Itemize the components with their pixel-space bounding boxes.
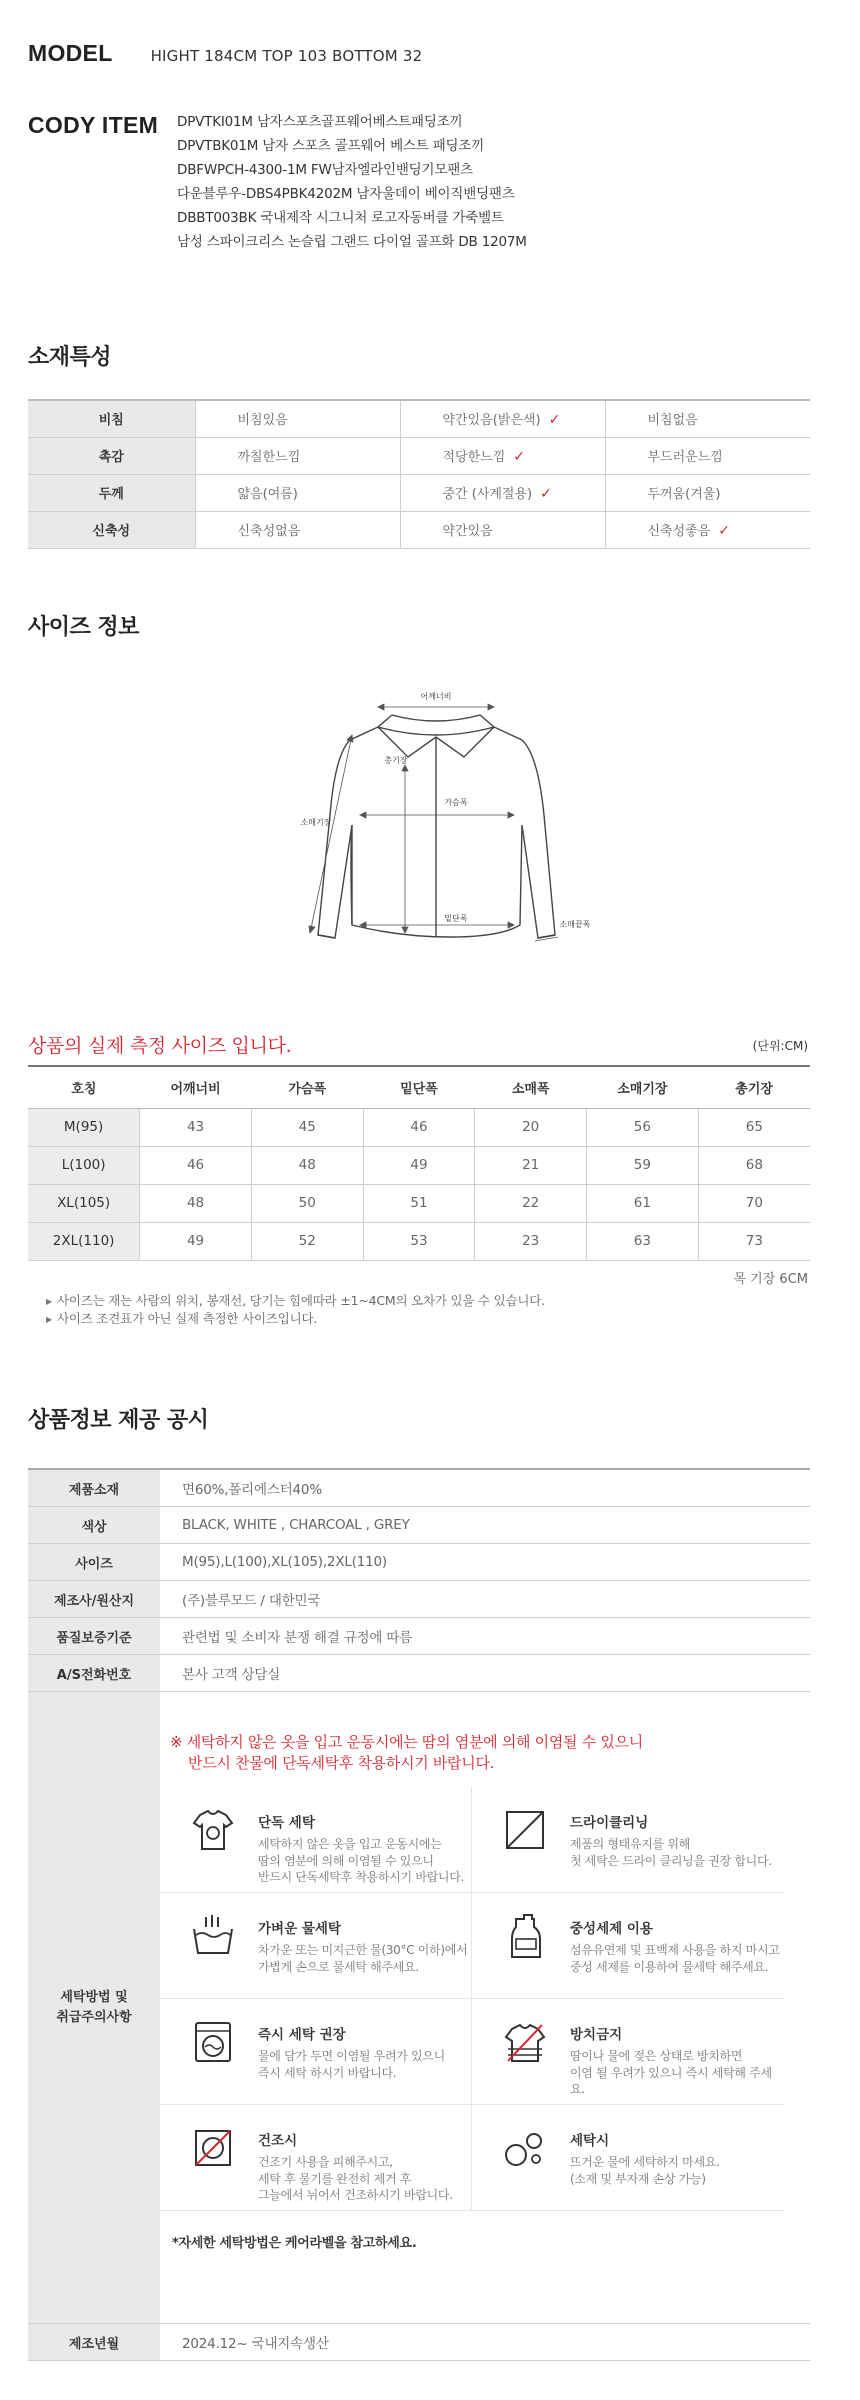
size-row-label: XL(105)	[28, 1184, 140, 1222]
size-notes	[46, 1293, 545, 1329]
size-cell: 51	[363, 1184, 475, 1222]
size-note: ▶ 사이즈 조견표가 아닌 실제 측정한 사이즈입니다.	[46, 1311, 545, 1329]
label-shoulder: 어깨너비	[420, 692, 452, 701]
material-row-label: 비침	[28, 400, 195, 437]
cody-item-list	[177, 110, 527, 254]
size-cell: 68	[698, 1146, 810, 1184]
material-option-label: 신축성없음	[237, 524, 301, 539]
neutral-detergent-icon	[502, 1913, 548, 1959]
size-info-title: 사이즈 정보	[28, 615, 139, 640]
cody-item: DBFWPCH-4300-1M FW남자엘라인밴딩기모팬츠	[177, 162, 473, 178]
unit-label: (단위:CM)	[752, 1039, 808, 1053]
bubbles-icon	[502, 2125, 548, 2171]
size-cell: 56	[587, 1108, 699, 1146]
size-cell: 46	[363, 1108, 475, 1146]
wash-item-desc: 뜨거운 물에 세탁하지 마세요. (소재 및 부자재 손상 가능)	[570, 2155, 720, 2186]
size-column-header: 어깨너비	[140, 1066, 252, 1108]
material-option-label: 약간있음	[442, 524, 493, 539]
material-table	[28, 399, 810, 549]
size-cell: 48	[140, 1184, 252, 1222]
wash-item-desc: 땀이나 물에 젖은 상태로 방치하면 이염 될 우려가 있으니 즉시 세탁해 주세요.	[570, 2049, 772, 2096]
info-label: 제조년월	[28, 2324, 160, 2360]
info-row	[28, 1470, 810, 1507]
size-row	[28, 1222, 810, 1260]
wash-item-title: 즉시 세탁 권장	[258, 2027, 346, 2043]
material-option	[400, 437, 605, 474]
size-row-label: M(95)	[28, 1108, 140, 1146]
label-hem: 밑단폭	[444, 914, 468, 923]
size-cell: 65	[698, 1108, 810, 1146]
size-column-header: 소매기장	[587, 1066, 699, 1108]
wash-body	[160, 1692, 810, 2323]
material-option	[400, 400, 605, 437]
info-row	[28, 1581, 810, 1618]
size-cell: 48	[251, 1146, 363, 1184]
info-value: 면60%,폴리에스터40%	[182, 1482, 322, 1498]
info-value: 본사 고객 상담실	[182, 1667, 281, 1683]
washing-machine-icon	[190, 2019, 236, 2065]
size-note: ▶ 사이즈는 재는 사람의 위치, 봉재선, 당기는 힘에따라 ±1~4CM의 오차가 있을 수 있습니다.	[46, 1293, 545, 1311]
wash-item-desc: 차가운 또는 미지근한 물(30°C 이하)에서 가볍게 손으로 물세탁 해주세요.	[258, 1943, 468, 1974]
size-cell: 70	[698, 1184, 810, 1222]
wash-item-desc: 제품의 형태유지를 위해 첫 세탁은 드라이 클리닝을 권장 합니다.	[570, 1837, 772, 1868]
material-option-label: 약간있음(밝은색)	[442, 413, 541, 429]
wash-warning	[170, 1732, 643, 1774]
info-value: (주)블루모드 / 대한민국	[182, 1593, 321, 1609]
cody-item: DBBT003BK 국내제작 시그니처 로고자동버클 가죽벨트	[177, 210, 504, 226]
info-value: 관련법 및 소비자 분쟁 해결 규정에 따름	[182, 1630, 413, 1646]
wash-item-title: 세탁시	[570, 2133, 610, 2149]
info-label: 품질보증기준	[28, 1618, 160, 1654]
wash-item	[160, 1787, 472, 1893]
size-row-label: 2XL(110)	[28, 1222, 140, 1260]
size-column-header: 소매폭	[475, 1066, 587, 1108]
size-row-label: L(100)	[28, 1146, 140, 1184]
wash-item-desc: 물에 담가 두면 이염될 우려가 있으니 즉시 세탁 하시기 바랍니다.	[258, 2049, 445, 2080]
size-row	[28, 1184, 810, 1222]
material-row-label: 신축성	[28, 511, 195, 548]
material-option-label: 비침없음	[647, 413, 698, 429]
wash-item-title: 가벼운 물세탁	[258, 1921, 341, 1937]
info-row	[28, 1655, 810, 1692]
product-info-table	[28, 1468, 810, 2361]
wash-item	[160, 1999, 472, 2105]
wash-row	[28, 1692, 810, 2324]
material-option	[195, 474, 400, 511]
check-icon: ✓	[718, 523, 731, 539]
size-cell: 63	[587, 1222, 699, 1260]
info-row	[28, 1544, 810, 1581]
size-cell: 52	[251, 1222, 363, 1260]
size-cell: 46	[140, 1146, 252, 1184]
info-label: 사이즈	[28, 1544, 160, 1580]
wash-item-desc: 세탁하지 않은 옷을 입고 운동시에는 땀의 염분에 의해 이염될 수 있으니 반드시 단독세탁후 착용하시기 바랍니다.	[258, 1837, 465, 1884]
neck-length-note: 목 기장 6CM	[733, 1272, 808, 1287]
wash-item	[472, 1893, 784, 1999]
check-icon: ✓	[540, 486, 552, 502]
model-row	[28, 40, 422, 67]
size-cell: 59	[587, 1146, 699, 1184]
size-row	[28, 1146, 810, 1184]
no-leave-icon	[502, 2019, 548, 2065]
size-cell: 49	[363, 1146, 475, 1184]
dry-cleaning-icon	[502, 1807, 548, 1853]
material-option-label: 중간 (사계절용)	[442, 487, 533, 502]
size-column-header: 총기장	[698, 1066, 810, 1108]
info-label: 색상	[28, 1507, 160, 1543]
size-cell: 20	[475, 1108, 587, 1146]
label-chest: 가슴폭	[444, 798, 468, 807]
material-option	[605, 511, 810, 548]
size-cell: 45	[251, 1108, 363, 1146]
size-column-header: 밑단폭	[363, 1066, 475, 1108]
material-option	[605, 400, 810, 437]
info-value: BLACK, WHITE , CHARCOAL , GREY	[182, 1517, 410, 1533]
label-total-length: 총기장	[384, 756, 408, 765]
size-table-heading: 상품의 실제 측정 사이즈 입니다.	[28, 1035, 292, 1057]
product-info-title: 상품정보 제공 공시	[28, 1408, 209, 1433]
wash-item	[160, 2105, 472, 2211]
wash-item	[472, 1787, 784, 1893]
wash-item	[472, 2105, 784, 2211]
size-cell: 43	[140, 1108, 252, 1146]
wash-warning-line: 반드시 찬물에 단독세탁후 착용하시기 바랍니다.	[188, 1754, 495, 1772]
material-option-label: 얇음(여름)	[237, 487, 298, 502]
size-cell: 73	[698, 1222, 810, 1260]
info-row	[28, 1618, 810, 1655]
material-option-label: 까칠한느낌	[237, 450, 301, 465]
label-cuff: 소매끝폭	[559, 920, 590, 929]
wash-item-title: 단독 세탁	[258, 1815, 315, 1831]
info-value: 2024.12~ 국내지속생산	[182, 2336, 329, 2352]
material-option-label: 부드러운느낌	[647, 450, 723, 465]
info-value: M(95),L(100),XL(105),2XL(110)	[182, 1554, 387, 1570]
size-cell: 22	[475, 1184, 587, 1222]
size-cell: 50	[251, 1184, 363, 1222]
no-tumble-dry-icon	[190, 2125, 236, 2171]
material-option	[195, 437, 400, 474]
wash-label: 세탁방법 및 취급주의사항	[28, 1692, 160, 2323]
wash-item-title: 드라이클리닝	[570, 1815, 649, 1831]
model-label: MODEL	[28, 40, 113, 66]
size-table	[28, 1065, 810, 1261]
wash-item	[472, 1999, 784, 2105]
cody-item: DPVTKI01M 남자스포츠골프웨어베스트패딩조끼	[177, 114, 463, 130]
model-value: HIGHT 184CM TOP 103 BOTTOM 32	[150, 47, 423, 65]
size-column-header: 가슴폭	[251, 1066, 363, 1108]
material-option-label: 신축성좋음	[647, 524, 711, 539]
info-row	[28, 1507, 810, 1544]
info-label: 제조사/원산지	[28, 1581, 160, 1617]
material-row	[28, 400, 810, 437]
material-option	[195, 400, 400, 437]
info-label: 제품소재	[28, 1470, 160, 1506]
size-cell: 23	[475, 1222, 587, 1260]
size-column-header: 호칭	[28, 1066, 140, 1108]
wash-footnote: *자세한 세탁방법은 케어라벨을 참고하세요.	[172, 2236, 417, 2251]
material-option-label: 두꺼움(겨울)	[647, 487, 721, 502]
info-label: A/S전화번호	[28, 1655, 160, 1691]
wash-item-title: 중성세제 이용	[570, 1921, 653, 1937]
material-title: 소재특성	[28, 345, 112, 370]
hand-wash-icon	[190, 1913, 236, 1959]
wash-item	[160, 1893, 472, 1999]
size-cell: 21	[475, 1146, 587, 1184]
material-option	[605, 437, 810, 474]
check-icon: ✓	[513, 449, 526, 465]
wash-item-title: 건조시	[258, 2133, 298, 2149]
single-wash-icon	[190, 1807, 236, 1853]
material-row-label: 두께	[28, 474, 195, 511]
material-option-label: 적당한느낌	[442, 450, 506, 465]
check-icon: ✓	[548, 412, 561, 429]
wash-item-title: 방치금지	[570, 2027, 623, 2043]
garment-diagram	[290, 675, 590, 955]
cody-item: DPVTBK01M 남자 스포츠 골프웨어 베스트 패딩조끼	[177, 138, 485, 154]
material-option	[195, 511, 400, 548]
wash-item-desc: 섬유유연제 및 표백제 사용을 하지 마시고 중성 세제를 이용하여 물세탁 해주세요.	[570, 1943, 780, 1974]
cody-item: 남성 스파이크리스 논슬립 그랜드 다이얼 골프화 DB 1207M	[177, 234, 527, 250]
cody-item: 다운블루우-DBS4PBK4202M 남자울데이 베이직밴딩팬츠	[177, 186, 515, 202]
size-cell: 49	[140, 1222, 252, 1260]
label-sleeve-length: 소매기장	[300, 818, 332, 827]
material-option	[400, 511, 605, 548]
material-row-label: 촉감	[28, 437, 195, 474]
material-option	[605, 474, 810, 511]
size-cell: 53	[363, 1222, 475, 1260]
cody-item-label: CODY ITEM	[28, 112, 159, 138]
wash-item-desc: 건조기 사용을 피해주시고, 세탁 후 물기를 완전히 제거 후 그늘에서 뉘어서 건조하시기 바랍니다.	[258, 2155, 453, 2202]
size-row	[28, 1108, 810, 1146]
material-row	[28, 437, 810, 474]
material-row	[28, 474, 810, 511]
material-option-label: 비침있음	[237, 413, 288, 429]
wash-warning-line: ※ 세탁하지 않은 옷을 입고 운동시에는 땀의 염분에 의해 이염될 수 있으니	[170, 1733, 643, 1751]
info-row-date	[28, 2324, 810, 2361]
size-cell: 61	[587, 1184, 699, 1222]
material-option	[400, 474, 605, 511]
material-row	[28, 511, 810, 548]
